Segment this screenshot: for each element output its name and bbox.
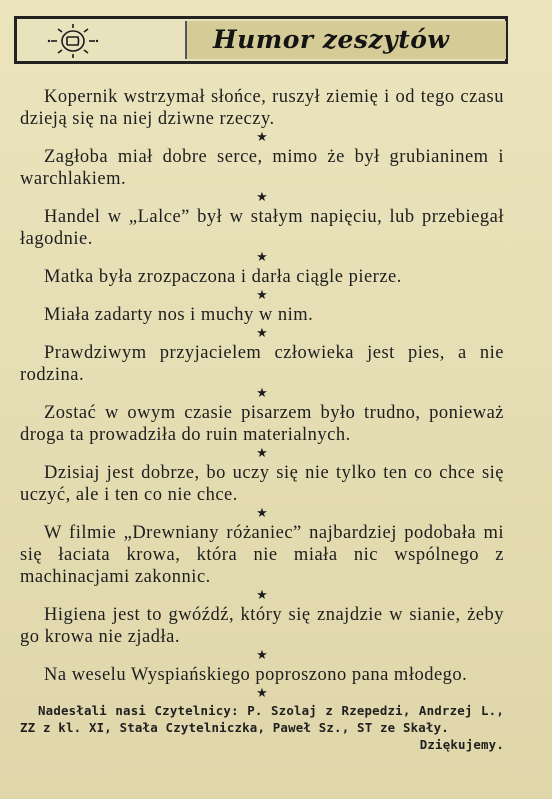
joke-item: W filmie „Drewniany różaniec” najbardziej podobała mi się łaciata krowa, która nie miała nic wspólnego z machinacjami zakonnic. xyxy=(20,523,504,587)
joke-item: Zostać w owym czasie pisarzem było trudno, ponieważ droga ta prowadziła do ruin materialnych. xyxy=(20,403,504,445)
joke-item: Na weselu Wyspiańskiego poproszono pana młodego. xyxy=(44,665,468,685)
joke-item: Zagłoba miał dobre serce, mimo że był grubianinem i warchlakiem. xyxy=(20,147,504,189)
star-separator: ★ xyxy=(256,287,268,302)
joke-item: Dzisiaj jest dobrze, bo uczy się nie tylko ten co chce się uczyć, ale i ten co nie chce. xyxy=(20,463,504,505)
star-separator: ★ xyxy=(256,647,268,662)
joke-item: Prawdziwym przyjacielem człowieka jest pies, a nie rodzina. xyxy=(20,343,504,385)
star-separator: ★ xyxy=(256,129,268,144)
joke-item: Kopernik wstrzymał słońce, ruszył ziemię i od tego czasu dzieją się na niej dziwne rzeczy. xyxy=(20,87,504,129)
star-separator: ★ xyxy=(256,189,268,204)
smiley-sun-icon xyxy=(45,22,101,60)
star-separator: ★ xyxy=(256,249,268,264)
column-title: Humor zeszytów xyxy=(213,25,450,54)
star-separator: ★ xyxy=(256,587,268,602)
thanks-text: Dziękujemy. xyxy=(419,737,504,752)
star-separator: ★ xyxy=(256,685,268,700)
star-separator: ★ xyxy=(256,385,268,400)
contributors-text: Nadesłali nasi Czytelnicy: P. Szolaj z Rzepedzi, Andrzej L., ZZ z kl. XI, Stała Czytelniczka, Paweł Sz., ST ze Skały. xyxy=(20,703,504,735)
joke-item: Miała zadarty nos i muchy w nim. xyxy=(44,305,314,325)
jokes-list xyxy=(20,86,504,753)
star-separator: ★ xyxy=(256,505,268,520)
contributors-credit xyxy=(20,702,504,752)
star-separator: ★ xyxy=(256,325,268,340)
joke-item: Higiena jest to gwóźdź, który się znajdzie w sianie, żeby go krowa nie zjadła. xyxy=(20,605,504,647)
column-header xyxy=(14,16,508,64)
joke-item: Matka była zrozpaczona i darła ciągle pierze. xyxy=(44,267,402,287)
star-separator: ★ xyxy=(256,445,268,460)
joke-item: Handel w „Lalce” był w stałym napięciu, lub przebiegał łagodnie. xyxy=(20,207,504,249)
